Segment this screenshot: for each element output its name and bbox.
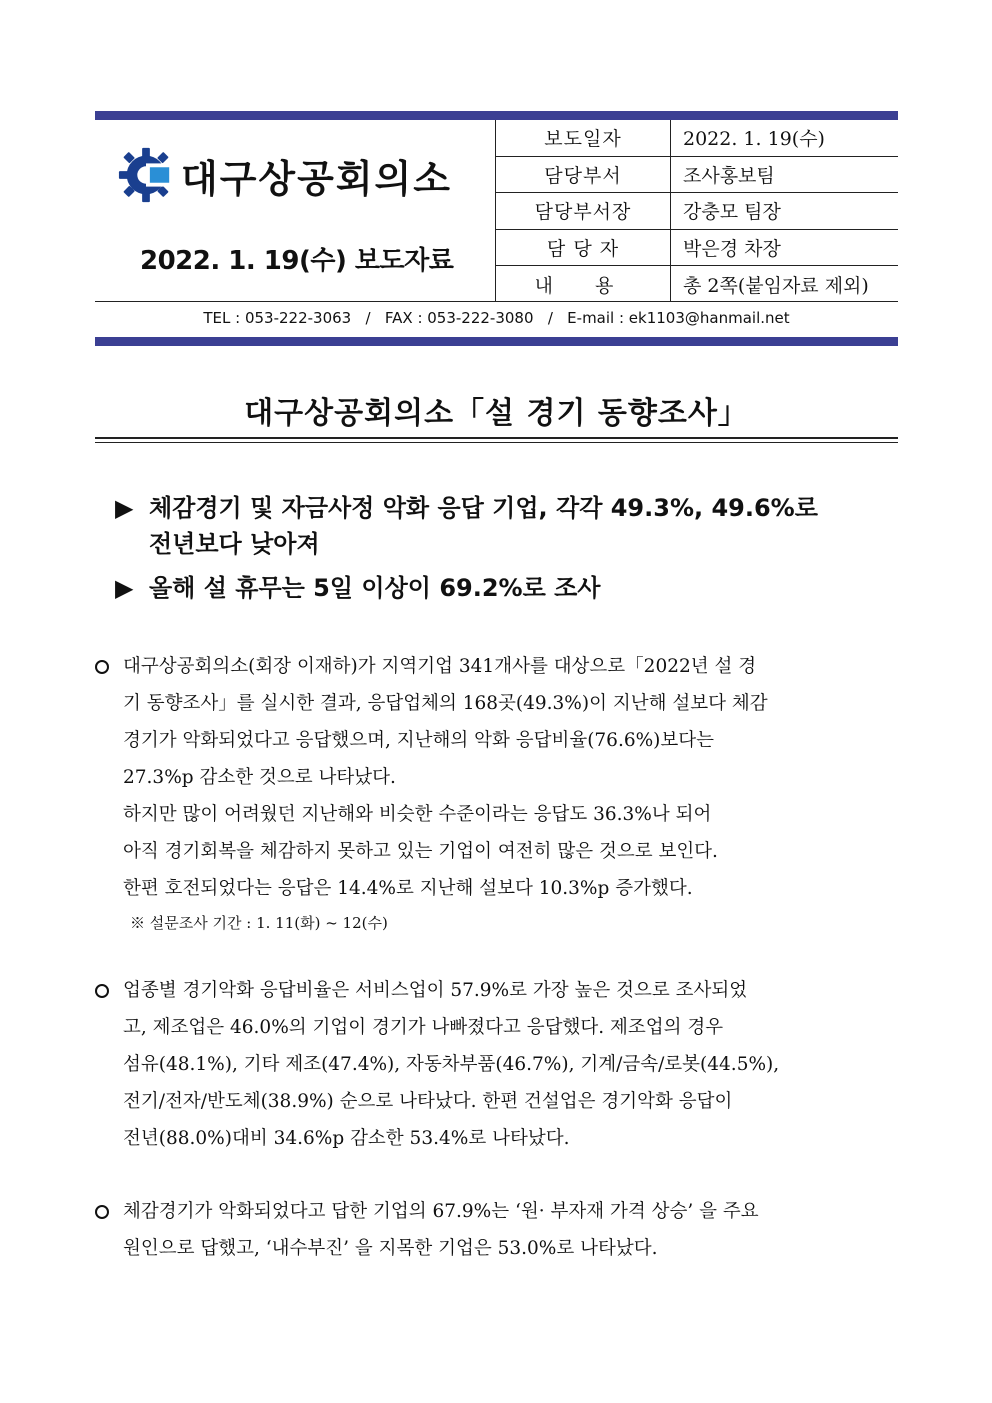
paragraph-line: 전년(88.0%)대비 34.6%p 감소한 53.4%로 나타났다. — [123, 1128, 570, 1149]
press-info-table — [495, 120, 898, 302]
headline-text-cont: 전년보다 낮아져 — [149, 530, 320, 558]
paragraph-line: 대구상공회의소(회장 이재하)가 지역기업 341개사를 대상으로「2022년 설 경 — [95, 648, 905, 685]
press-header — [95, 120, 898, 302]
logo-text: 대구상공회의소 — [181, 156, 452, 201]
press-release-date: 2022. 1. 19(수) 보도자료 — [140, 246, 454, 276]
gear-logo-icon — [117, 146, 175, 204]
survey-note: ※ 설문조사 기간 : 1. 11(화) ~ 12(수) — [130, 914, 388, 932]
info-row — [496, 156, 899, 192]
paragraph-line: 경기가 악화되었다고 응답했으며, 지난해의 악화 응답비율(76.6%)보다는 — [123, 730, 715, 751]
info-key: 내 용 — [496, 266, 671, 302]
title-rule — [95, 437, 898, 439]
paragraph-line: 업종별 경기악화 응답비율은 서비스업이 57.9%로 가장 높은 것으로 조사되었 — [95, 972, 905, 1009]
arrow-right-icon: ▶ — [115, 494, 134, 522]
document-title: 대구상공회의소「설 경기 동향조사」 — [244, 396, 749, 431]
arrow-right-icon: ▶ — [115, 574, 134, 602]
info-value: 강충모 팀장 — [671, 193, 899, 229]
paragraph — [95, 972, 905, 1157]
logo — [117, 146, 452, 204]
paragraph-line: 아직 경기회복을 체감하지 못하고 있는 기업이 여전히 많은 것으로 보인다. — [123, 841, 718, 862]
headline — [115, 570, 601, 606]
header-top-bar — [95, 111, 898, 120]
paragraph-line: 원인으로 답했고, ‘내수부진’ 을 지목한 기업은 53.0%로 나타났다. — [123, 1238, 658, 1259]
paragraph-line: 하지만 많이 어려웠던 지난해와 비슷한 수준이라는 응답도 36.3%나 되어 — [123, 804, 712, 825]
paragraph-line: 27.3%p 감소한 것으로 나타났다. — [123, 767, 396, 788]
headline-text: 올해 설 휴무는 5일 이상이 69.2%로 조사 — [149, 574, 601, 602]
info-row — [496, 266, 899, 302]
info-key: 담당부서 — [496, 156, 671, 192]
paragraph-line: 섬유(48.1%), 기타 제조(47.4%), 자동차부품(46.7%), 기계/금속/로봇(44.5%), — [123, 1054, 780, 1075]
info-row — [496, 229, 899, 265]
paragraph-line: 고, 제조업은 46.0%의 기업이 경기가 나빠졌다고 응답했다. 제조업의 경우 — [123, 1017, 724, 1038]
info-value: 박은경 차장 — [671, 229, 899, 265]
paragraph — [95, 648, 905, 939]
info-value: 조사홍보팀 — [671, 156, 899, 192]
info-value: 총 2쪽(붙임자료 제외) — [671, 266, 899, 302]
info-value: 2022. 1. 19(수) — [671, 120, 899, 156]
paragraph-line: 전기/전자/반도체(38.9%) 순으로 나타났다. 한편 건설업은 경기악화 응답이 — [123, 1091, 733, 1112]
headline-text: 체감경기 및 자금사정 악화 응답 기업, 각각 49.3%, 49.6%로 — [149, 494, 818, 522]
paragraph-line: 기 동향조사」를 실시한 결과, 응답업체의 168곳(49.3%)이 지난해 설보다 체감 — [123, 693, 768, 714]
circle-bullet-icon — [95, 1205, 109, 1219]
info-key: 담 당 자 — [496, 229, 671, 265]
circle-bullet-icon — [95, 984, 109, 998]
circle-bullet-icon — [95, 660, 109, 674]
info-row — [496, 193, 899, 229]
info-row — [496, 120, 899, 156]
paragraph — [95, 1193, 905, 1267]
header-bottom-bar — [95, 337, 898, 346]
title-rule-thin — [95, 442, 898, 443]
info-key: 보도일자 — [496, 120, 671, 156]
info-key: 담당부서장 — [496, 193, 671, 229]
paragraph-line: 한편 호전되었다는 응답은 14.4%로 지난해 설보다 10.3%p 증가했다. — [123, 878, 693, 899]
paragraph-line: 체감경기가 악화되었다고 답한 기업의 67.9%는 ‘원· 부자재 가격 상승’ 을 주요 — [95, 1193, 905, 1230]
contact-info: TEL : 053-222-3063 / FAX : 053-222-3080 / E-mail : ek1103@hanmail.net — [203, 309, 790, 327]
headline — [115, 490, 818, 562]
